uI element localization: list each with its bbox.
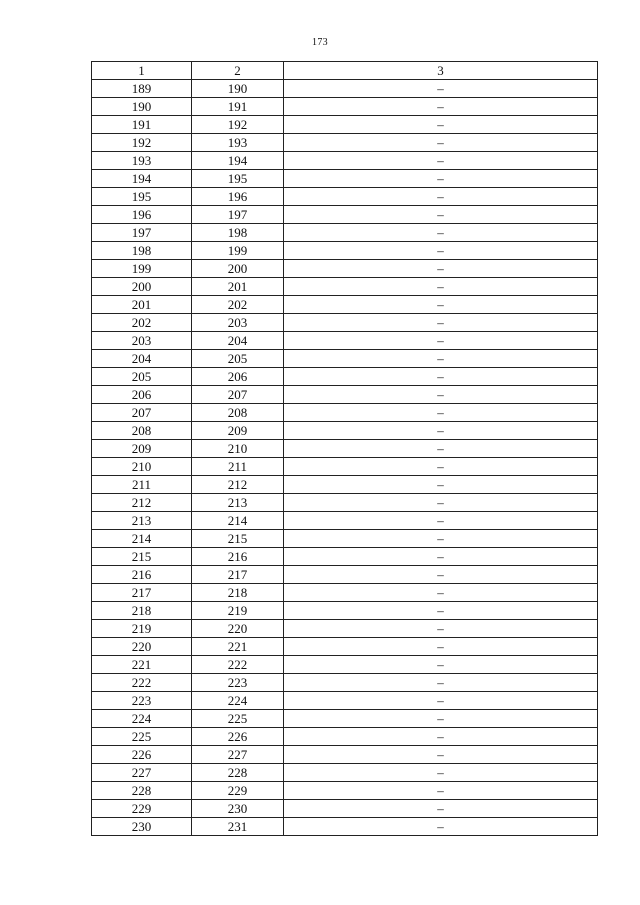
table-cell-col-1: 213: [92, 512, 192, 530]
table-cell-col-3: –: [284, 152, 598, 170]
table-row: [92, 602, 598, 620]
table-cell-col-2: 215: [192, 530, 284, 548]
table-cell-col-1: 195: [92, 188, 192, 206]
table-cell-col-2: 195: [192, 170, 284, 188]
table-row: [92, 782, 598, 800]
table-cell-col-2: 198: [192, 224, 284, 242]
table-cell-col-2: 205: [192, 350, 284, 368]
table-cell-col-1: 215: [92, 548, 192, 566]
table-cell-col-3: –: [284, 746, 598, 764]
table-cell-col-2: 211: [192, 458, 284, 476]
table-cell-col-1: 226: [92, 746, 192, 764]
table-cell-col-2: 217: [192, 566, 284, 584]
table-row: [92, 692, 598, 710]
table-cell-col-1: 208: [92, 422, 192, 440]
table-cell-col-3: –: [284, 512, 598, 530]
table-cell-col-3: –: [284, 710, 598, 728]
table-cell-col-1: 200: [92, 278, 192, 296]
table-cell-col-1: 202: [92, 314, 192, 332]
table-cell-col-3: –: [284, 206, 598, 224]
table-cell-col-3: –: [284, 602, 598, 620]
table-cell-col-1: 201: [92, 296, 192, 314]
table-row: [92, 818, 598, 836]
table-cell-col-2: 212: [192, 476, 284, 494]
table-row: [92, 170, 598, 188]
table-cell-col-3: –: [284, 404, 598, 422]
table-cell-col-3: –: [284, 638, 598, 656]
table-cell-col-3: –: [284, 566, 598, 584]
table-cell-col-1: 205: [92, 368, 192, 386]
table-cell-col-1: 212: [92, 494, 192, 512]
table-cell-col-3: –: [284, 134, 598, 152]
column-header-2: 2: [192, 62, 284, 80]
table-cell-col-2: 225: [192, 710, 284, 728]
table-cell-col-2: 219: [192, 602, 284, 620]
table-cell-col-2: 194: [192, 152, 284, 170]
table-cell-col-3: –: [284, 728, 598, 746]
table-row: [92, 656, 598, 674]
table-cell-col-3: –: [284, 188, 598, 206]
table-cell-col-1: 192: [92, 134, 192, 152]
table-cell-col-1: 229: [92, 800, 192, 818]
table-row: [92, 512, 598, 530]
table-cell-col-1: 228: [92, 782, 192, 800]
table-cell-col-3: –: [284, 314, 598, 332]
header-row: [92, 62, 598, 80]
table-cell-col-3: –: [284, 458, 598, 476]
table-cell-col-3: –: [284, 782, 598, 800]
table-cell-col-3: –: [284, 224, 598, 242]
table-cell-col-3: –: [284, 620, 598, 638]
table-cell-col-3: –: [284, 296, 598, 314]
table-row: [92, 80, 598, 98]
table-cell-col-1: 193: [92, 152, 192, 170]
table-row: [92, 440, 598, 458]
table-cell-col-2: 191: [192, 98, 284, 116]
table-cell-col-3: –: [284, 260, 598, 278]
table-cell-col-3: –: [284, 242, 598, 260]
table-cell-col-1: 222: [92, 674, 192, 692]
table-row: [92, 206, 598, 224]
table-row: [92, 476, 598, 494]
table-cell-col-1: 221: [92, 656, 192, 674]
table-row: [92, 386, 598, 404]
table-row: [92, 674, 598, 692]
table-cell-col-2: 202: [192, 296, 284, 314]
table-cell-col-2: 231: [192, 818, 284, 836]
table-cell-col-2: 220: [192, 620, 284, 638]
table-cell-col-2: 226: [192, 728, 284, 746]
table-row: [92, 350, 598, 368]
table-cell-col-2: 206: [192, 368, 284, 386]
table-row: [92, 638, 598, 656]
table-cell-col-3: –: [284, 674, 598, 692]
table-cell-col-2: 216: [192, 548, 284, 566]
table-cell-col-3: –: [284, 764, 598, 782]
table-cell-col-3: –: [284, 548, 598, 566]
table-cell-col-2: 203: [192, 314, 284, 332]
table-cell-col-1: 203: [92, 332, 192, 350]
table-cell-col-2: 224: [192, 692, 284, 710]
table-cell-col-2: 229: [192, 782, 284, 800]
table-cell-col-2: 230: [192, 800, 284, 818]
table-cell-col-1: 209: [92, 440, 192, 458]
table-row: [92, 260, 598, 278]
table-cell-col-3: –: [284, 530, 598, 548]
table-cell-col-1: 223: [92, 692, 192, 710]
table-cell-col-1: 207: [92, 404, 192, 422]
table-row: [92, 710, 598, 728]
table-row: [92, 548, 598, 566]
table-cell-col-3: –: [284, 332, 598, 350]
table-row: [92, 404, 598, 422]
table-cell-col-1: 211: [92, 476, 192, 494]
table-cell-col-1: 199: [92, 260, 192, 278]
table-cell-col-3: –: [284, 692, 598, 710]
table-cell-col-3: –: [284, 170, 598, 188]
table-cell-col-2: 213: [192, 494, 284, 512]
table-row: [92, 152, 598, 170]
table-cell-col-3: –: [284, 422, 598, 440]
table-row: [92, 800, 598, 818]
table-row: [92, 116, 598, 134]
table-row: [92, 764, 598, 782]
table-row: [92, 530, 598, 548]
table-cell-col-2: 197: [192, 206, 284, 224]
table-cell-col-3: –: [284, 476, 598, 494]
table-row: [92, 746, 598, 764]
table-cell-col-1: 224: [92, 710, 192, 728]
data-table: [91, 61, 598, 836]
table-row: [92, 368, 598, 386]
table-cell-col-1: 190: [92, 98, 192, 116]
column-header-3: 3: [284, 62, 598, 80]
table-row: [92, 332, 598, 350]
table-row: [92, 620, 598, 638]
table-row: [92, 584, 598, 602]
table-cell-col-2: 208: [192, 404, 284, 422]
table-cell-col-3: –: [284, 494, 598, 512]
table-cell-col-3: –: [284, 440, 598, 458]
table-cell-col-3: –: [284, 116, 598, 134]
table-cell-col-1: 191: [92, 116, 192, 134]
table-cell-col-3: –: [284, 350, 598, 368]
page-number: 173: [312, 37, 328, 48]
table-cell-col-3: –: [284, 818, 598, 836]
table-row: [92, 728, 598, 746]
table-row: [92, 278, 598, 296]
table-cell-col-2: 200: [192, 260, 284, 278]
table-cell-col-2: 221: [192, 638, 284, 656]
table-cell-col-1: 196: [92, 206, 192, 224]
table-cell-col-1: 219: [92, 620, 192, 638]
table-body: [92, 80, 598, 836]
table-cell-col-2: 222: [192, 656, 284, 674]
table-cell-col-2: 207: [192, 386, 284, 404]
table-cell-col-2: 228: [192, 764, 284, 782]
table-cell-col-3: –: [284, 278, 598, 296]
table-cell-col-3: –: [284, 656, 598, 674]
table-row: [92, 242, 598, 260]
table-cell-col-2: 209: [192, 422, 284, 440]
table-cell-col-2: 227: [192, 746, 284, 764]
table-cell-col-1: 225: [92, 728, 192, 746]
table-row: [92, 296, 598, 314]
table-cell-col-1: 216: [92, 566, 192, 584]
table-cell-col-1: 189: [92, 80, 192, 98]
column-header-1: 1: [92, 62, 192, 80]
table-row: [92, 224, 598, 242]
table-row: [92, 422, 598, 440]
table-row: [92, 494, 598, 512]
table-cell-col-1: 218: [92, 602, 192, 620]
table-cell-col-2: 192: [192, 116, 284, 134]
table-row: [92, 98, 598, 116]
table-cell-col-2: 196: [192, 188, 284, 206]
table-cell-col-1: 206: [92, 386, 192, 404]
table-cell-col-2: 199: [192, 242, 284, 260]
table-cell-col-2: 210: [192, 440, 284, 458]
table-row: [92, 134, 598, 152]
table-cell-col-2: 204: [192, 332, 284, 350]
table-cell-col-1: 220: [92, 638, 192, 656]
table-cell-col-2: 193: [192, 134, 284, 152]
table-cell-col-1: 198: [92, 242, 192, 260]
table-cell-col-1: 217: [92, 584, 192, 602]
table-cell-col-2: 214: [192, 512, 284, 530]
table-cell-col-2: 218: [192, 584, 284, 602]
table-cell-col-1: 194: [92, 170, 192, 188]
table-header: [92, 62, 598, 80]
table-row: [92, 458, 598, 476]
table-row: [92, 188, 598, 206]
table-cell-col-2: 190: [192, 80, 284, 98]
table-cell-col-2: 201: [192, 278, 284, 296]
table-cell-col-1: 214: [92, 530, 192, 548]
table-cell-col-2: 223: [192, 674, 284, 692]
table-cell-col-3: –: [284, 368, 598, 386]
table-cell-col-3: –: [284, 386, 598, 404]
table-cell-col-1: 204: [92, 350, 192, 368]
table-row: [92, 314, 598, 332]
table-cell-col-3: –: [284, 80, 598, 98]
table-cell-col-1: 230: [92, 818, 192, 836]
table-cell-col-1: 210: [92, 458, 192, 476]
table-cell-col-3: –: [284, 98, 598, 116]
table-cell-col-1: 197: [92, 224, 192, 242]
table-cell-col-1: 227: [92, 764, 192, 782]
table-cell-col-3: –: [284, 800, 598, 818]
table-cell-col-3: –: [284, 584, 598, 602]
table-row: [92, 566, 598, 584]
